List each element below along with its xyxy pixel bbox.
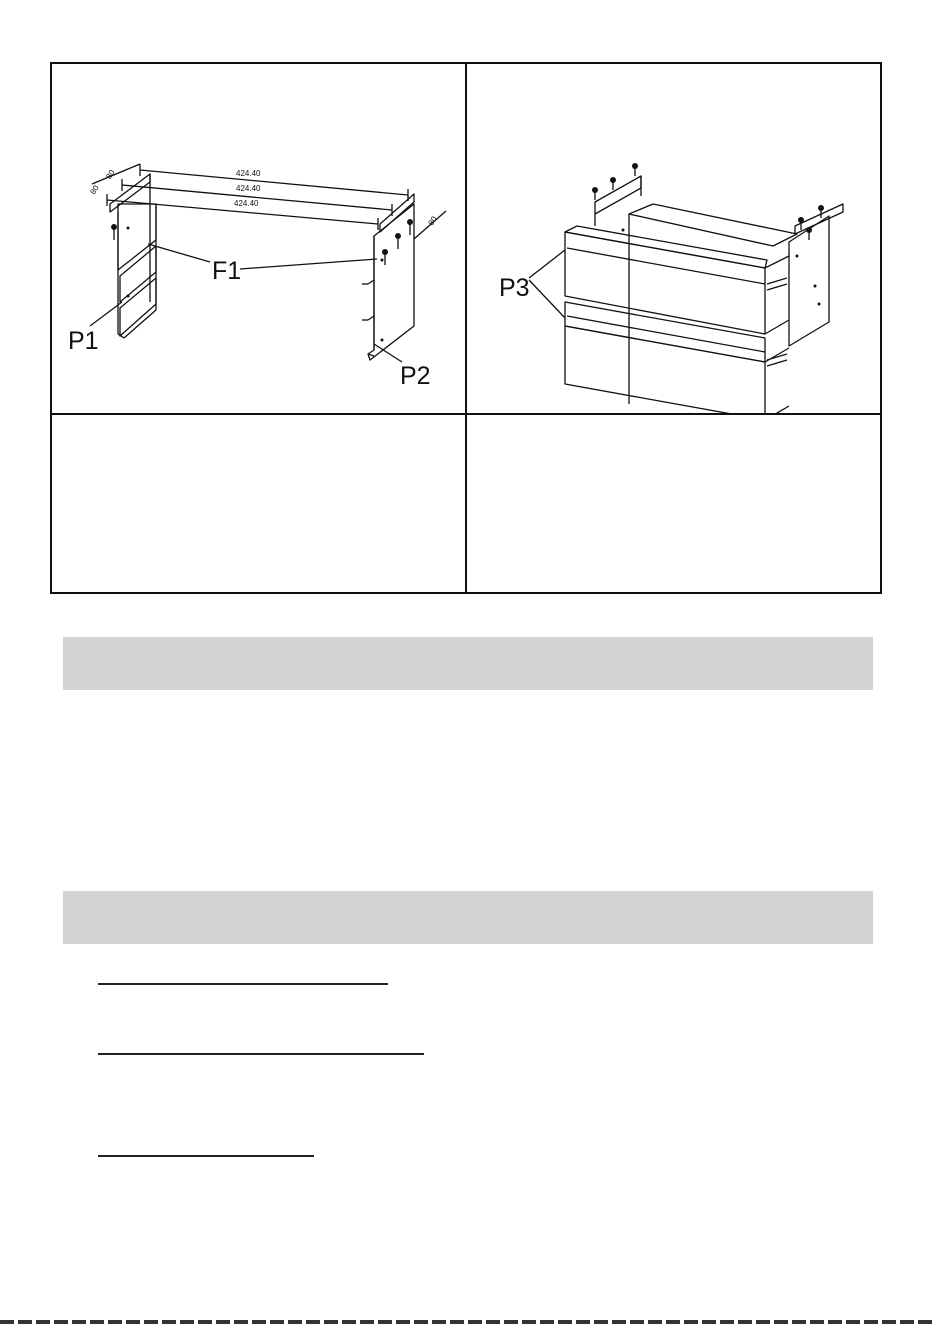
part-label-f1: F1 (212, 257, 242, 285)
section-header-bar-2 (63, 891, 873, 944)
table-divider-horizontal (50, 413, 882, 415)
small-dimension-2: 80 (104, 168, 117, 181)
drawer-assembly-diagram (467, 64, 880, 413)
part-label-p1: P1 (68, 327, 99, 355)
underline-1 (98, 983, 388, 985)
dimension-label-2: 424.40 (236, 184, 261, 193)
page-bottom-rule (0, 1320, 933, 1324)
part-label-p2: P2 (400, 362, 431, 390)
section-header-bar-1 (63, 637, 873, 690)
side-panels-diagram (52, 64, 465, 413)
dimension-label-3: 424.40 (234, 199, 259, 208)
small-dimension-3: 80 (426, 214, 439, 228)
small-dimension-1: 80 (88, 183, 101, 197)
part-label-p3: P3 (499, 274, 530, 302)
dimension-label-1: 424.40 (236, 169, 261, 178)
underline-3 (98, 1155, 314, 1157)
underline-2 (98, 1053, 424, 1055)
